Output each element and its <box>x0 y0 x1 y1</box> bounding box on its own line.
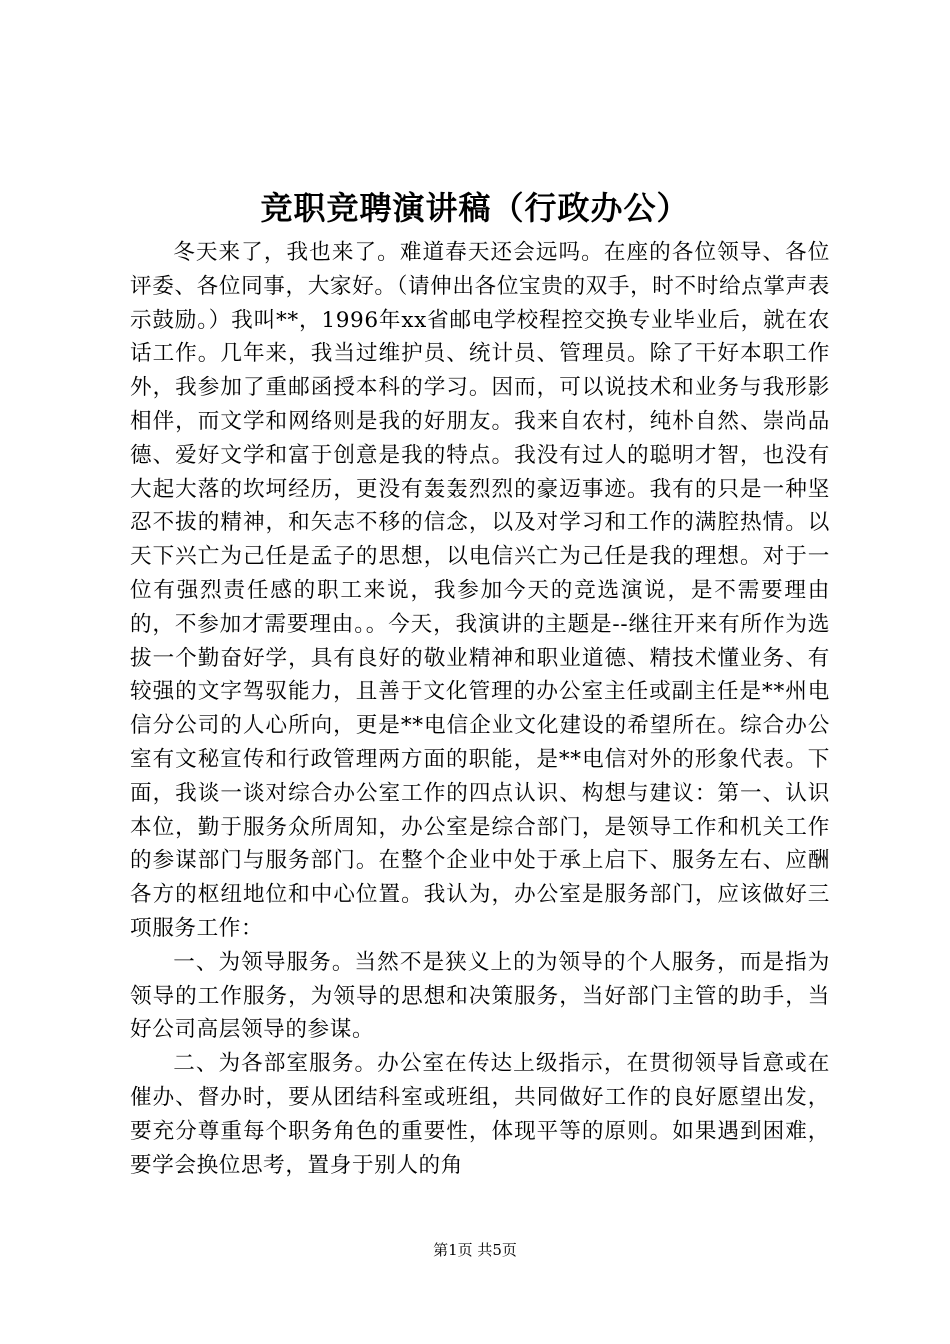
paragraph-serve-leaders: 一、为领导服务。当然不是狭义上的为领导的个人服务，而是指为领导的工作服务，为领导的思想和决策服务，当好部门主管的助手，当好公司高层领导的参谋。 <box>130 949 830 1043</box>
document-title: 竞职竞聘演讲稿（行政办公） <box>260 189 690 227</box>
document-body <box>130 236 830 1182</box>
page-number-footer: 第1页 共5页 <box>433 1241 517 1259</box>
paragraph-intro: 冬天来了，我也来了。难道春天还会远吗。在座的各位领导、各位评委、各位同事，大家好。（请伸出各位宝贵的双手，时不时给点掌声表示鼓励。）我叫**，1996年xx省邮电学校程控交换专业毕业后，就在农话工作。几年来，我当过维护员、统计员、管理员。除了干好本职工作外，我参加了重邮函授本科的学习。因而，可以说技术和业务与我形影相伴，而文学和网络则是我的好朋友。我来自农村，纯朴自然、崇尚品德、爱好文学和富于创意是我的特点。我没有过人的聪明才智，也没有大起大落的坎坷经历，更没有轰轰烈烈的豪迈事迹。我有的只是一种坚忍不拔的精神，和矢志不移的信念，以及对学习和工作的满腔热情。以天下兴亡为己任是孟子的思想，以电信兴亡为己任是我的理想。对于一位有强烈责任感的职工来说，我参加今天的竞选演说，是不需要理由的，不参加才需要理由。。今天，我演讲的主题是--继往开来有所作为选拔一个勤奋好学，具有良好的敬业精神和职业道德、精技术懂业务、有较强的文字驾驭能力，且善于文化管理的办公室主任或副主任是**州电信分公司的人心所向，更是**电信企业文化建设的希望所在。综合办公室有文秘宣传和行政管理两方面的职能，是**电信对外的形象代表。下面，我谈一谈对综合办公室工作的四点认识、构想与建议：第一、认识本位，勤于服务众所周知，办公室是综合部门，是领导工作和机关工作的参谋部门与服务部门。在整个企业中处于承上启下、服务左右、应酬各方的枢纽地位和中心位置。我认为，办公室是服务部门，应该做好三项服务工作： <box>130 240 830 941</box>
paragraph-serve-departments: 二、为各部室服务。办公室在传达上级指示，在贯彻领导旨意或在催办、督办时，要从团结科室或班组，共同做好工作的良好愿望出发，要充分尊重每个职务角色的重要性，体现平等的原则。如果遇到困难，要学会换位思考，置身于别人的角 <box>130 1051 830 1178</box>
